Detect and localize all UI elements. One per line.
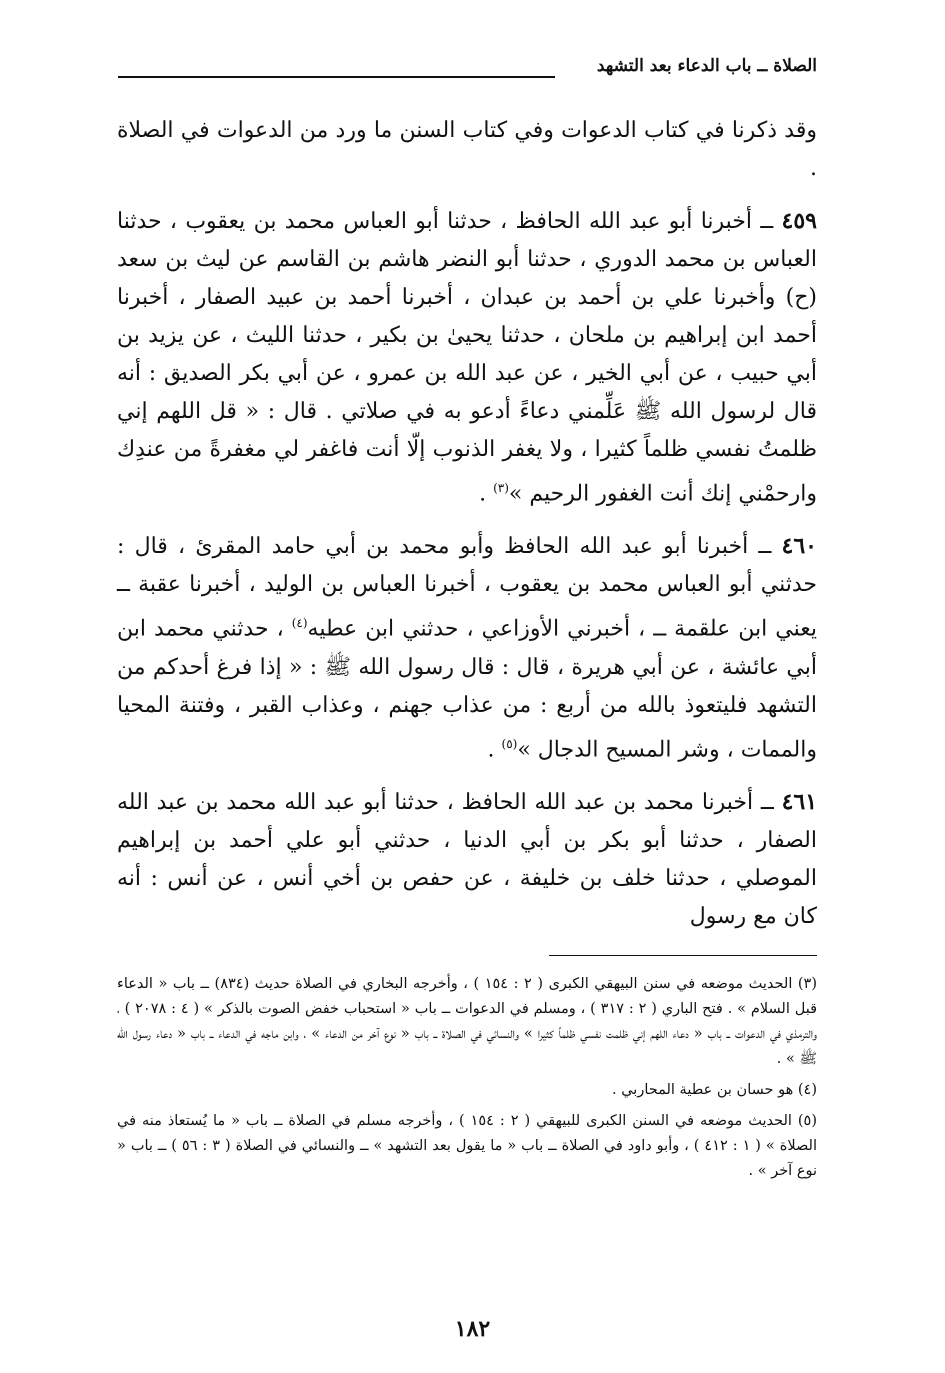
hadith-number: ٤٥٩ [781,208,817,234]
running-head [118,56,817,86]
footnote-mark: (٤) [291,616,308,631]
footnote-3: (٣) الحديث موضعه في سنن البيهقي الكبرى ( ٢ : ١٥٤ ) ، وأخرجه البخاري في الصلاة حديث (٨٣٤) ــ باب « الدعاء قبل السلام » . فتح الباري ( ٢ : ٣١٧ ) ، ومسلم في الدعوات ــ باب « استحباب خفض الصوت بالذكر » ( ٤ : ٢٠٧٨ ) ، والترمذي في الدعوات ــ باب « دعاء اللهم إني ظلمت نفسي ظلماً كثيرا » والنسائي في الصلاة ــ باب « نوع آخر من الدعاء » ، وابن ماجه في الدعاء ــ باب « دعاء رسول الله ﷺ » . [117,976,818,1067]
footnote-4: (٤) هو حسان بن عطية المحاربي . [612,1082,817,1098]
hadith-end: . [479,481,494,507]
hadith-text: ــ أخبرنا أبو عبد الله الحافظ ، حدثنا أبو العباس محمد بن يعقوب ، حدثنا العباس بن محمد الدوري ، حدثنا أبو النضر هاشم بن القاسم عن ليث بن سعد (ح) وأخبرنا علي بن أحمد بن عبدان ، أخبرنا أحمد بن عبيد الصفار ، أخبرنا أحمد ابن إبراهيم بن ملحان ، حدثنا يحيىٰ بن بكير ، حدثنا الليث ، عن يزيد بن أبي حبيب ، عن أبي الخير ، عن عبد الله بن عمرو ، عن أبي بكر الصديق : أنه قال لرسول الله ﷺ عَلِّمني دعاءً أدعو به في صلاتي . قال : « قل اللهم إني ظلمتُ نفسي ظلماً كثيرا ، ولا يغفر الذنوب إلّا أنت فاغفر لي مغفرةً من عندِك وارحمْني إنك أنت الغفور الرحيم » [117,209,817,507]
footnote-5: (٥) الحديث موضعه في السنن الكبرى للبيهقي ( ٢ : ١٥٤ ) ، وأخرجه مسلم في الصلاة ــ باب « ما يُستعاذ منه في الصلاة » ( ١ : ٤١٢ ) ، وأبو داود في الصلاة ــ باب « ما يقول بعد التشهد » ــ والنسائي في الصلاة ( ٣ : ٥٦ ) ــ باب « نوع آخر » . [117,1113,817,1179]
hadith-text-continued: ، حدثني محمد ابن أبي عائشة ، عن أبي هريرة ، قال : قال رسول الله ﷺ : « إذا فرغ أحدكم من التشهد فليتعوذ بالله من أربع : من عذاب جهنم ، وعذاب القبر ، وفتنة المحيا والممات ، وشر المسيح الدجال » [117,616,817,762]
hadith-text: ــ أخبرنا أبو عبد الله الحافظ وأبو محمد بن أبي حامد المقرئ ، قال : حدثني أبو العباس محمد بن يعقوب ، أخبرنا العباس بن الوليد ، أخبرنا عقبة ــ يعني ابن علقمة ــ ، أخبرني الأوزاعي ، حدثني ابن عطيه [117,534,817,642]
hadith-460 [117,527,817,769]
main-text [117,112,817,950]
footnote-separator [549,955,817,956]
hadith-number: ٤٦١ [781,788,818,815]
page-number: ١٨٢ [454,1316,491,1342]
running-head-title: الصلاة ــ باب الدعاء بعد التشهد [596,56,817,76]
hadith-459 [117,202,817,513]
hadith-number: ٤٦٠ [781,533,817,560]
hadith-461 [117,783,817,936]
intro-paragraph: وقد ذكرنا في كتاب الدعوات وفي كتاب السنن ما ورد من الدعوات في الصلاة . [117,118,817,181]
hadith-text: ــ أخبرنا محمد بن عبد الله الحافظ ، حدثنا أبو عبد الله محمد بن عبد الله الصفار ، حدثنا أبو بكر بن أبي الدنيا ، حدثني أبو علي أحمد بن إبراهيم الموصلي ، حدثنا خلف بن خليفة ، عن حفص بن أخي أنس ، عن أنس : أنه كان مع رسول [117,789,817,929]
footnote-mark: (٣) [493,481,509,495]
footnote-mark: (٥) [501,736,518,751]
running-head-rule [118,76,555,78]
hadith-end: . [487,736,502,762]
footnotes [117,972,817,1190]
